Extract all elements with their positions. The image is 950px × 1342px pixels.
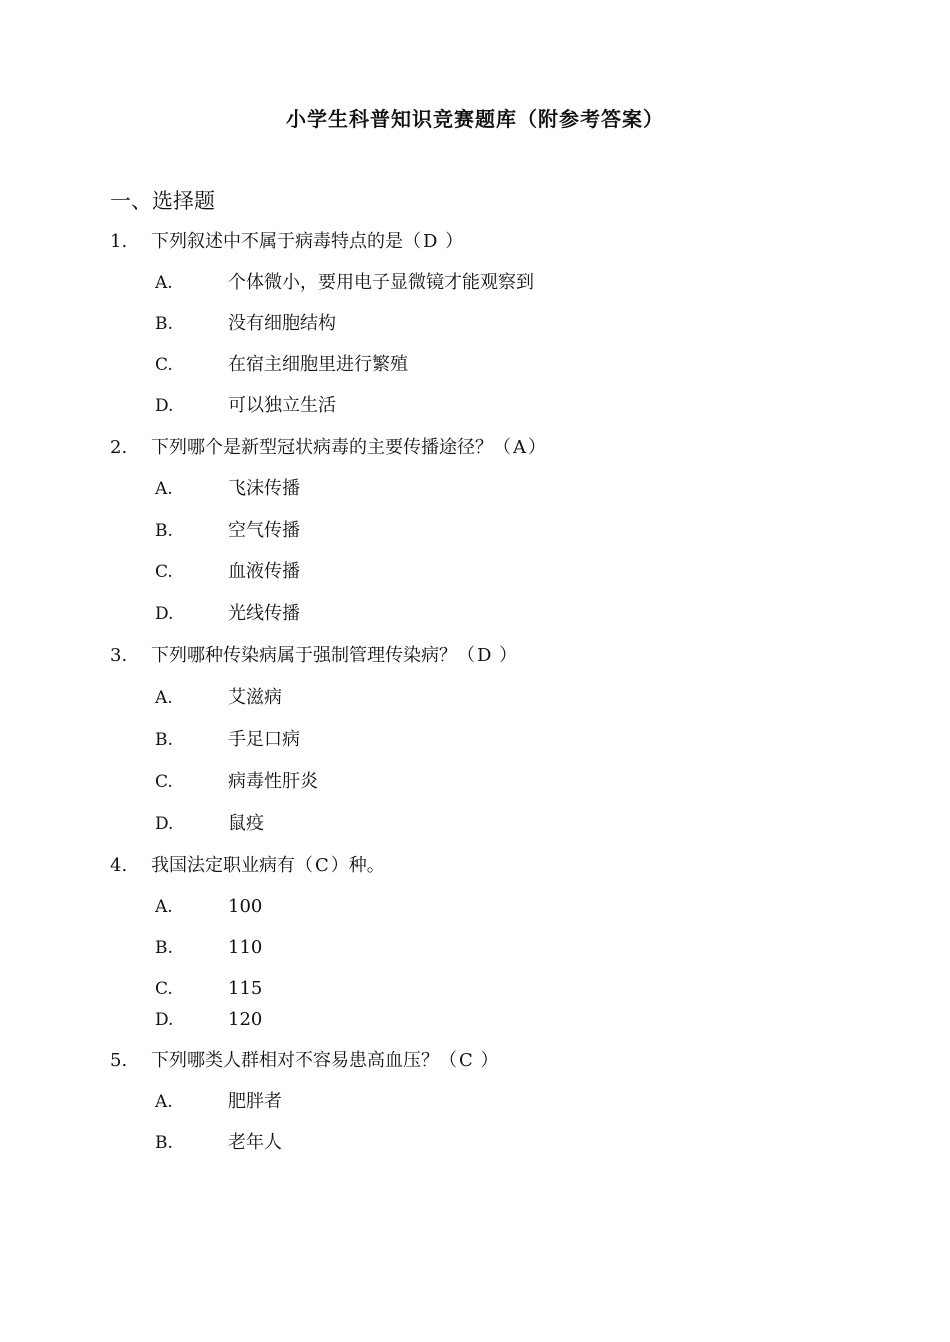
option-text: 没有细胞结构: [228, 313, 336, 334]
question-text: 下列哪个是新型冠状病毒的主要传播途径？（: [151, 437, 511, 458]
question-text: 下列叙述中不属于病毒特点的是（: [151, 231, 421, 252]
option-letter: B.: [155, 521, 173, 541]
option-row: [155, 936, 262, 960]
question-1: [110, 230, 463, 254]
option-letter: B.: [155, 1133, 173, 1153]
option-letter: A.: [155, 688, 173, 708]
option-text: 115: [228, 978, 263, 999]
question-text-end: ）: [493, 645, 518, 666]
option-row: [155, 1008, 262, 1032]
question-text: 我国法定职业病有（: [151, 855, 313, 876]
option-text: 手足口病: [228, 729, 300, 750]
option-text: 可以独立生活: [228, 395, 336, 416]
option-text: 血液传播: [228, 561, 300, 582]
option-letter: C.: [155, 979, 173, 999]
question-text: 下列哪种传染病属于强制管理传染病？（: [151, 645, 475, 666]
option-text: 空气传播: [228, 520, 300, 541]
option-row: [155, 394, 336, 418]
answer-text: C: [459, 1050, 473, 1071]
option-text: 个体微小，要用电子显微镜才能观察到: [228, 272, 534, 293]
option-text: 110: [228, 937, 263, 958]
option-row: [155, 312, 336, 336]
option-letter: B.: [155, 314, 173, 334]
option-row: [155, 977, 262, 1001]
option-text: 120: [228, 1009, 263, 1030]
answer-text: C: [315, 855, 329, 876]
option-row: [155, 602, 300, 626]
option-row: [155, 812, 264, 836]
option-letter: B.: [155, 938, 173, 958]
option-text: 100: [228, 896, 263, 917]
option-row: [155, 271, 534, 295]
option-row: [155, 560, 300, 584]
question-number: 2.: [110, 437, 128, 458]
question-number: 3.: [110, 645, 128, 666]
question-3: [110, 644, 517, 668]
question-number: 5.: [110, 1050, 128, 1071]
option-letter: A.: [155, 273, 173, 293]
option-text: 光线传播: [228, 603, 300, 624]
option-letter: D.: [155, 604, 174, 624]
option-row: [155, 728, 300, 752]
question-5: [110, 1049, 499, 1073]
section-heading: 一、选择题: [110, 189, 215, 213]
option-letter: B.: [155, 730, 173, 750]
option-text: 在宿主细胞里进行繁殖: [228, 354, 408, 375]
option-text: 飞沫传播: [228, 478, 300, 499]
option-letter: D.: [155, 396, 174, 416]
option-text: 鼠疫: [228, 813, 264, 834]
answer-text: D: [423, 231, 438, 252]
option-row: [155, 477, 300, 501]
option-letter: A.: [155, 479, 173, 499]
option-text: 肥胖者: [228, 1091, 282, 1112]
document-title: 小学生科普知识竞赛题库（附参考答案）: [286, 107, 664, 131]
option-row: [155, 1131, 282, 1155]
option-letter: D.: [155, 1010, 174, 1030]
question-text-end: ）: [528, 437, 546, 458]
option-letter: A.: [155, 1092, 173, 1112]
question-text-end: ）: [474, 1050, 499, 1071]
option-letter: D.: [155, 814, 174, 834]
option-text: 病毒性肝炎: [228, 771, 318, 792]
option-row: [155, 686, 282, 710]
option-row: [155, 895, 262, 919]
option-row: [155, 353, 408, 377]
option-row: [155, 770, 318, 794]
answer-text: D: [477, 645, 492, 666]
question-text: 下列哪类人群相对不容易患高血压？（: [151, 1050, 457, 1071]
option-letter: C.: [155, 562, 173, 582]
option-text: 老年人: [228, 1132, 282, 1153]
option-letter: A.: [155, 897, 173, 917]
question-number: 4.: [110, 855, 128, 876]
option-letter: C.: [155, 355, 173, 375]
question-2: [110, 436, 546, 460]
question-text-end: ）种。: [330, 855, 385, 876]
option-row: [155, 519, 300, 543]
question-number: 1.: [110, 231, 128, 252]
option-letter: C.: [155, 772, 173, 792]
question-text-end: ）: [439, 231, 464, 252]
option-row: [155, 1090, 282, 1114]
option-text: 艾滋病: [228, 687, 282, 708]
question-4: [110, 854, 385, 878]
answer-text: A: [513, 437, 526, 458]
